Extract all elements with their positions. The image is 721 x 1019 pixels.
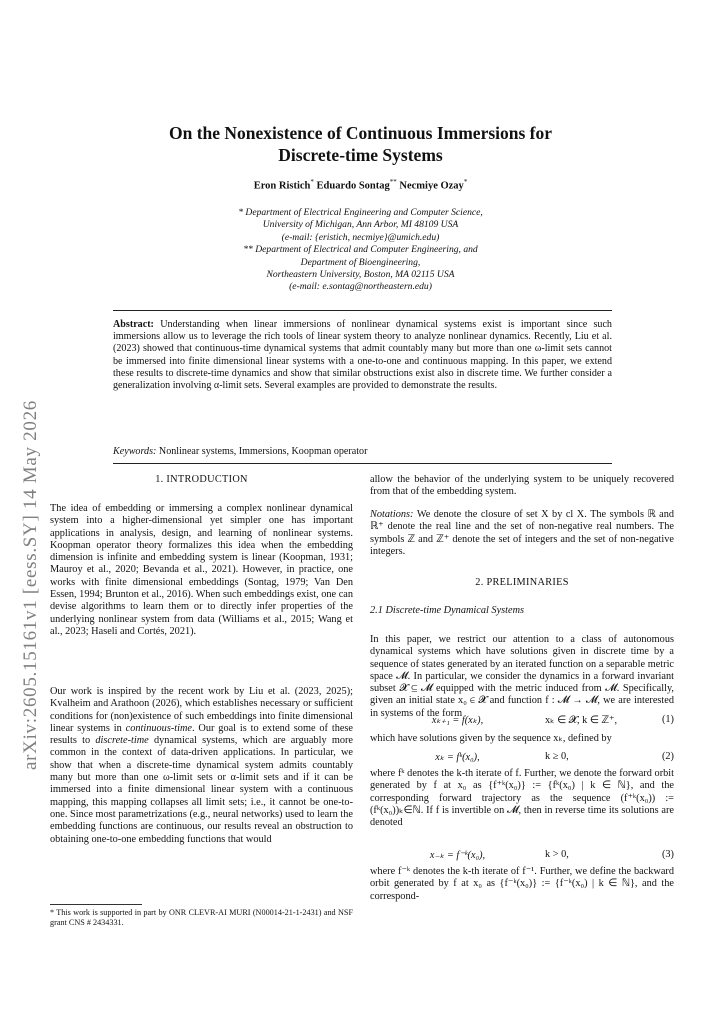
affiliation-line: Department of Bioengineering, — [300, 256, 421, 268]
preliminaries-paragraph-b: which have solutions given by the sequence xₖ, defined by — [370, 733, 612, 744]
preliminaries-paragraph-c: where fᵏ denotes the k-th iterate of f. Further, we denote the forward orbit generated by f at x₀ as {f⁺ᵏ(x₀)} := {fᵏ(x₀) | k ∈ ℕ}, and the corresponding forward trajectory as the sequence (f⁺ᵏ(x₀)) := (fᵏ(x₀))ₖ∈ℕ. If f is invertible on 𝓜, then in reverse time its solutions are denoted — [370, 768, 674, 829]
equation-2-number: (2) — [661, 751, 674, 762]
intro-paragraph-1: The idea of embedding or immersing a complex nonlinear dynamical system into a higher-dimensional yet simpler one has important applications in analysis, design, and learning of nonlinear systems. Koopman operator theory formalizes this idea when the embedding dimension is infinite and embedding system is linear (Koopman, 1931; Mauroy et al., 2020; Bevanda et al., 2021). However, in practice, one works with finite dimensional embeddings (Sontag, 1979; Van Den Essen, 1994; Brunton et al., 2016). When such embeddings exist, one can devise algorithms to learn them or to directly infer properties of the underlying nonlinear system from data (Williams et al., 2015; Wang et al., 2023; Haseli and Cortés, 2021). — [50, 503, 353, 637]
equation-1-condition: xₖ ∈ 𝓧, k ∈ ℤ⁺, — [545, 715, 618, 726]
keywords-label: Keywords: — [113, 446, 157, 457]
preliminaries-paragraph-d: where f⁻ᵏ denotes the k-th iterate of f⁻¹. Further, we define the backward orbit generated by f at x₀ as {f⁻ᵏ(x₀)} := {f⁻ᵏ(x₀) | k ∈ ℕ}, and the correspond- — [370, 866, 674, 902]
section-heading-preliminaries: 2. PRELIMINARIES — [475, 577, 569, 588]
equation-3-lhs: x₋ₖ = f⁻ᵏ(x₀), — [429, 850, 486, 861]
abstract-bottom-rule — [113, 463, 612, 464]
abstract-text: Understanding when linear immersions of nonlinear dynamical systems exist is important since such immersions allow us to leverage the rich tools of linear system theory to analyze nonlinear dynamics. Recently, Liu et al. (2023) showed that continuous-time dynamical systems that admit countably many but more than one ω-limit sets cannot be immersed into finite dimensional linear systems with a one-to-one and continuous mapping. In this paper, we extend these results to discrete-time dynamics and show that similar obstructions exist also in discrete time. We further consider a generalization involving α-limit sets. Several examples are provided to demonstrate the results. — [113, 319, 612, 392]
author-mark: * — [463, 178, 468, 186]
equation-1-lhs: xₖ₊₁ = f(xₖ), — [431, 715, 484, 726]
affiliation-line: (e-mail: e.sontag@northeastern.edu) — [289, 281, 432, 293]
affiliation-line: University of Michigan, Ann Arbor, MI 48109 USA — [262, 219, 459, 231]
notations-text: We denote the closure of set X by cl X. The symbols ℝ and ℝ⁺ denote the real line and the set of non-negative real numbers. The symbols ℤ and ℤ⁺ denote the set of integers and the set of non-negative integers. — [370, 509, 674, 557]
keywords-text: Nonlinear systems, Immersions, Koopman operator — [158, 446, 368, 457]
author-name: Necmiye Ozay — [399, 180, 464, 192]
abstract — [113, 319, 612, 392]
affiliation-line: * Department of Electrical Engineering and Computer Science, — [238, 207, 483, 218]
arxiv-stamp: arXiv:2605.15161v1 [eess.SY] 14 May 2026 — [20, 400, 41, 770]
affiliation-line: ** Department of Electrical and Computer Engineering, and — [243, 244, 478, 256]
affiliation-line: Northeastern University, Boston, MA 02115 USA — [266, 269, 455, 281]
intro-paragraph-2 — [50, 686, 353, 846]
footnote: * This work is supported in part by ONR CLEVR-AI MURI (N00014-21-1-2431) and NSF grant CNS # 2434331. — [50, 908, 353, 928]
author-name: Eron Ristich — [253, 180, 311, 192]
emphasis-continuous-time: continuous-time — [125, 722, 192, 734]
keywords — [113, 446, 612, 457]
equation-3-number: (3) — [661, 849, 674, 860]
equation-3-condition: k > 0, — [545, 849, 569, 860]
equation-3 — [370, 849, 674, 863]
equation-1-number: (1) — [661, 714, 674, 725]
equation-1 — [370, 714, 674, 728]
paper-title: On the Nonexistence of Continuous Immersions for Discrete-time Systems — [168, 123, 553, 165]
equation-2-lhs: xₖ = fᵏ(x₀), — [435, 752, 480, 763]
affiliations — [150, 207, 571, 294]
abstract-label: Abstract: — [113, 319, 154, 330]
author-list — [150, 178, 571, 192]
emphasis-discrete-time: discrete-time — [95, 735, 149, 747]
equation-2 — [370, 751, 674, 765]
intro-paragraph-2-text-b: . Our goal is to extend some of these results to — [50, 722, 353, 747]
abstract-top-rule — [113, 310, 612, 311]
equation-2-condition: k ≥ 0, — [545, 751, 569, 762]
author-mark: * — [310, 178, 314, 186]
preliminaries-paragraph-a: In this paper, we restrict our attention to a class of autonomous dynamical systems which have solutions given in discrete time by a sequence of states generated by an iterated function on a separable metric space 𝓜. In particular, we consider the dynamics in a forward invariant subset 𝓧 ⊆ 𝓜 equipped with the metric induced from 𝓜. Specifically, given an initial state x₀ ∈ 𝓧 and function f : 𝓜 → 𝓜, we are interested in systems of the form — [370, 634, 674, 719]
footnote-rule — [50, 904, 142, 905]
author-name: Eduardo Sontag — [316, 180, 390, 192]
intro-continuation: allow the behavior of the underlying system to be uniquely recovered from that of the embedding system. — [370, 474, 674, 498]
intro-paragraph-2-text-a: Our work is inspired by the recent work by Liu et al. (2023, 2025); Kvalheim and Arathoon (2026), which establishes necessary or sufficient conditions for (non)existence of such embeddings into finite dimensional linear systems in — [50, 686, 353, 734]
notations-label: Notations: — [370, 509, 414, 520]
author-mark: ** — [389, 178, 397, 186]
section-heading-introduction: 1. INTRODUCTION — [155, 474, 248, 485]
subsection-heading: 2.1 Discrete-time Dynamical Systems — [370, 605, 525, 616]
affiliation-line: (e-mail: {eristich, necmiye}@umich.edu) — [281, 231, 440, 243]
notations-paragraph — [370, 509, 674, 558]
intro-paragraph-2-text-c: dynamical systems, which are arguably more common in the context of data-driven applications. In particular, we show that when a discrete-time dynamical system admits countably many but more than one ω-limit sets or α-limit sets and if it can be immersed into a finite dimensional linear system with a continuous mapping, this mapping collapses all limit sets; i.e., it cannot be one-to-one. Since most parametrizations (e.g., neural networks) used to learn the embedding functions are continuous, our results reveal an obstruction to obtaining one-to-one embedding functions that would — [50, 735, 353, 845]
